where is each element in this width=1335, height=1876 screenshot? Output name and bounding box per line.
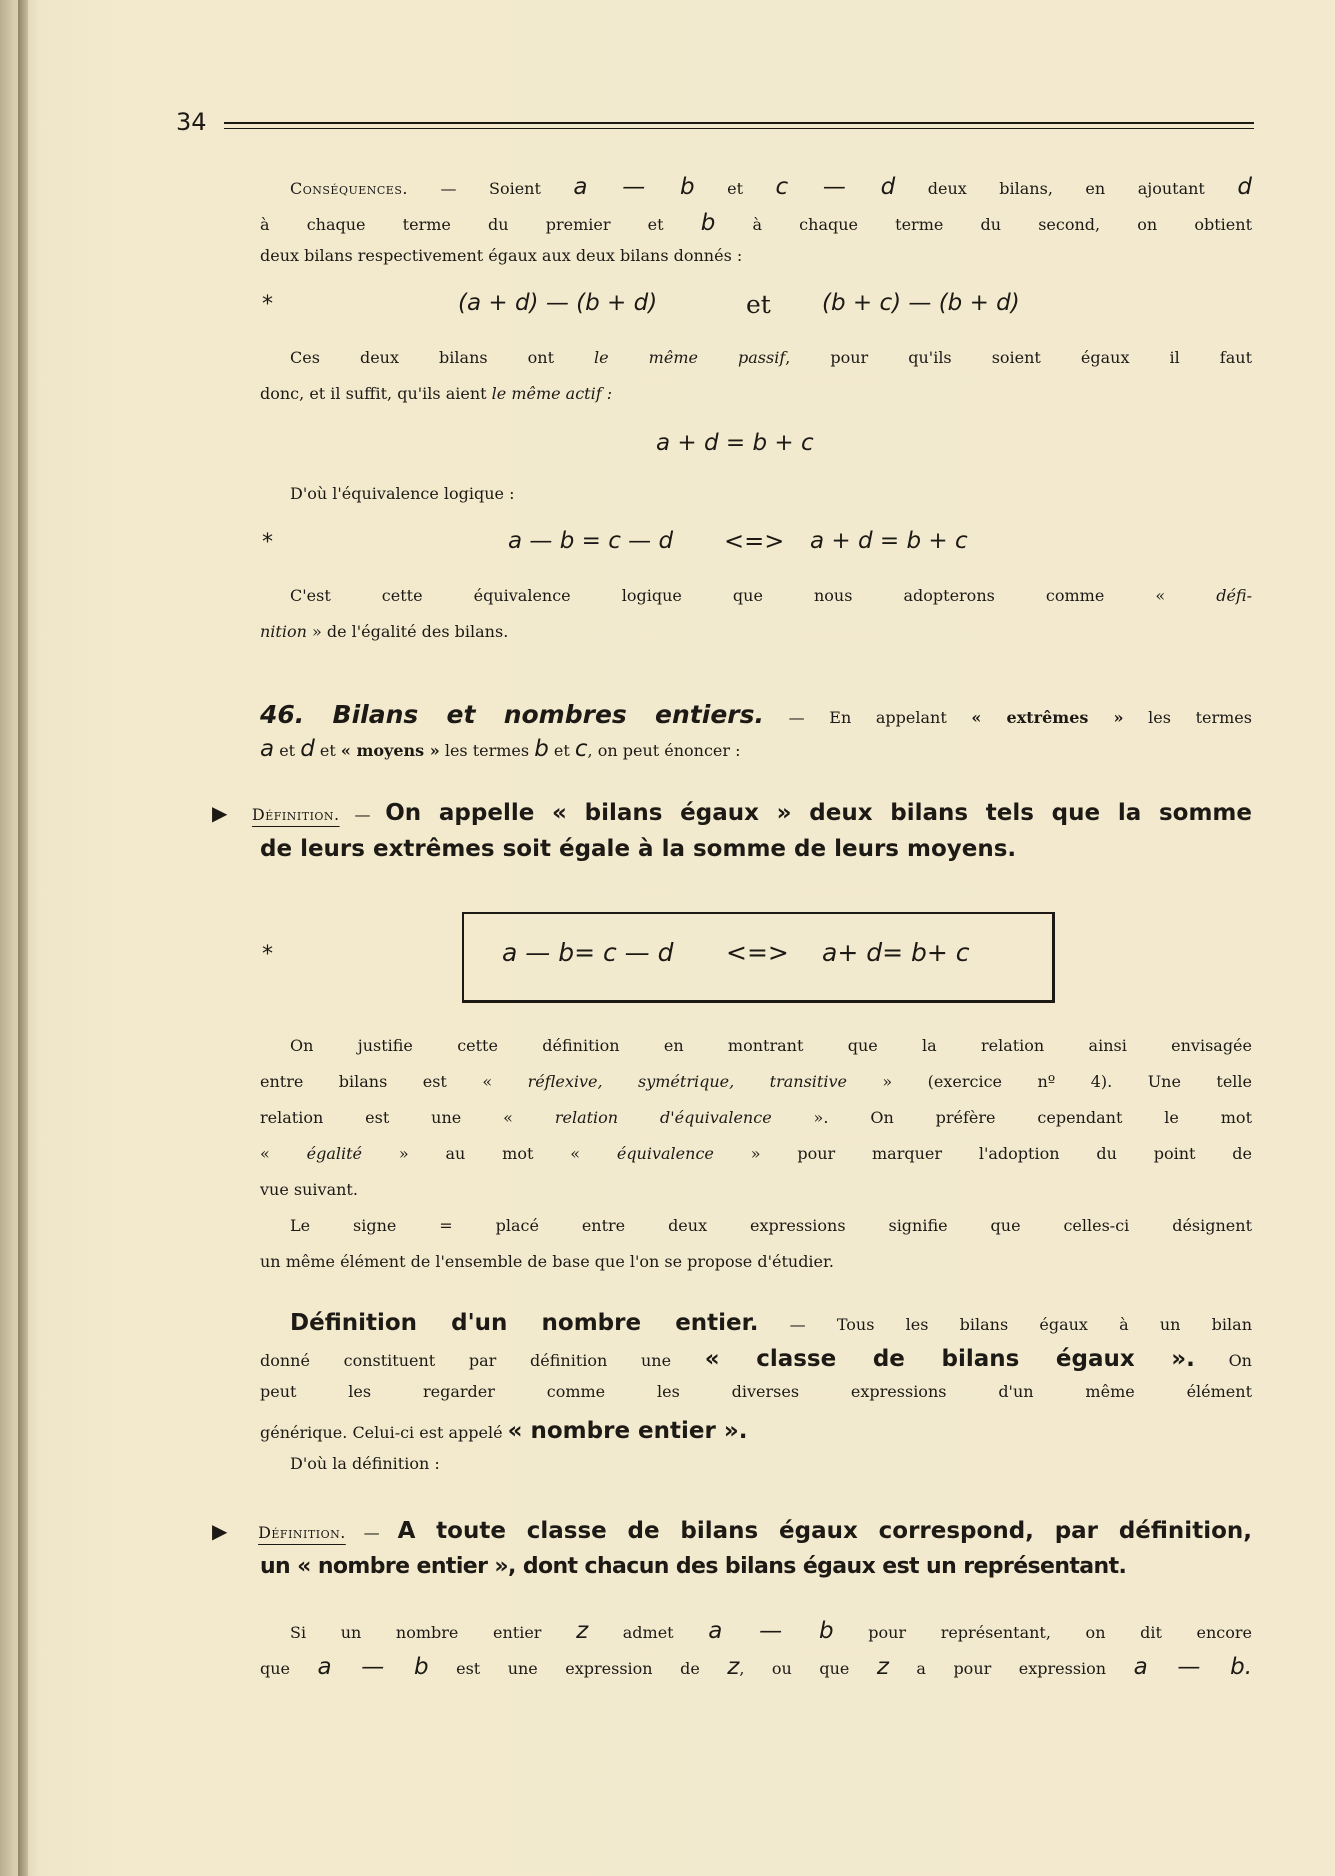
bold-text: de leurs extrêmes soit égale à la somme de leurs moyens. bbox=[260, 836, 1017, 862]
header-rule bbox=[224, 122, 1254, 124]
math: z bbox=[876, 1654, 889, 1680]
consequences-line-2 bbox=[260, 210, 1252, 236]
passif-line-2 bbox=[260, 384, 1252, 403]
entier-line-2 bbox=[260, 1346, 1252, 1372]
italic-text: nition bbox=[260, 622, 307, 641]
text: » (exercice nº 4). Une telle bbox=[846, 1072, 1253, 1091]
def-para-line-1 bbox=[260, 586, 1252, 605]
math: a — b bbox=[317, 1654, 429, 1680]
bold-text: « extrêmes » bbox=[971, 708, 1124, 727]
bold-text: Définition d'un nombre entier. bbox=[290, 1310, 759, 1336]
justify-line-4 bbox=[260, 1144, 1252, 1163]
star-marker: * bbox=[262, 530, 273, 555]
sign-line-2: un même élément de l'ensemble de base que l'on se propose d'étudier. bbox=[260, 1252, 834, 1271]
boxed-right: a+ d= b+ c bbox=[822, 938, 970, 967]
math: b bbox=[700, 210, 716, 236]
text: » de l'égalité des bilans. bbox=[306, 622, 509, 641]
text: » pour marquer l'adoption du point de bbox=[713, 1144, 1252, 1163]
text: , on peut énoncer : bbox=[587, 741, 741, 760]
entier-line-1 bbox=[260, 1310, 1252, 1336]
text: — En appelant bbox=[763, 708, 972, 727]
section-46-line-2 bbox=[260, 736, 1252, 762]
boxed-formula bbox=[462, 912, 1055, 1003]
page-header bbox=[176, 108, 1254, 138]
boxed-left: a — b= c — d bbox=[502, 938, 674, 967]
italic-text: équivalence bbox=[616, 1144, 714, 1163]
math: b bbox=[534, 736, 549, 762]
definition-label: Définition. bbox=[258, 1523, 346, 1542]
text: les termes bbox=[1123, 708, 1252, 727]
math: d bbox=[300, 736, 315, 762]
bold-text: A toute classe de bilans égaux correspond, par définition, bbox=[397, 1518, 1252, 1544]
text: ». On préfère cependant le mot bbox=[771, 1108, 1252, 1127]
triangle-marker-icon: ▶ bbox=[212, 801, 238, 825]
text: les termes bbox=[439, 741, 535, 760]
text: que bbox=[260, 1659, 318, 1678]
italic-text: défi- bbox=[1216, 586, 1252, 605]
text: et bbox=[694, 179, 776, 198]
text: On bbox=[1194, 1351, 1252, 1370]
text: relation est une « bbox=[260, 1108, 555, 1127]
justify-line-3 bbox=[260, 1108, 1252, 1127]
text: deux bilans, en ajoutant bbox=[895, 179, 1238, 198]
boxed-arrow: <=> bbox=[726, 938, 789, 967]
consequences-line-1 bbox=[260, 174, 1252, 200]
text: Si un nombre entier bbox=[290, 1623, 577, 1642]
passif-line-1 bbox=[260, 348, 1252, 367]
italic-text: égalité bbox=[306, 1144, 363, 1163]
text: donné constituent par définition une bbox=[260, 1351, 705, 1370]
star-marker: * bbox=[262, 292, 273, 317]
math: c bbox=[574, 736, 588, 762]
text: C'est cette équivalence logique que nous adopterons comme « bbox=[290, 586, 1217, 605]
book-spine bbox=[18, 0, 28, 1876]
italic-text: le même actif : bbox=[491, 384, 613, 403]
text: et bbox=[274, 741, 301, 760]
formula-right: (b + c) — (b + d) bbox=[822, 290, 1020, 316]
consequences-lead: Conséquences. bbox=[290, 179, 408, 198]
bold-text: un « nombre entier », dont chacun des bilans égaux est un représentant. bbox=[260, 1554, 1127, 1579]
bold-text: On appelle « bilans égaux » deux bilans tels que la somme bbox=[385, 800, 1252, 826]
text: a pour expression bbox=[888, 1659, 1134, 1678]
header-rule-thin bbox=[224, 128, 1254, 129]
text: et bbox=[314, 741, 341, 760]
text: pour représentant, on dit encore bbox=[833, 1623, 1252, 1642]
definition-label: Définition. bbox=[251, 805, 340, 824]
math: a bbox=[260, 736, 275, 762]
text: à chaque terme du premier et bbox=[260, 215, 701, 234]
section-46-line-1 bbox=[260, 700, 1252, 729]
justify-line-2 bbox=[260, 1072, 1252, 1091]
definition-1-line-2 bbox=[260, 836, 1252, 862]
math: a — b bbox=[573, 174, 695, 200]
italic-text: le même passif bbox=[594, 348, 786, 367]
bold-text: « moyens » bbox=[340, 741, 440, 760]
final-line-1 bbox=[260, 1618, 1252, 1644]
def-para-line-2 bbox=[260, 622, 1252, 641]
entier-line-4 bbox=[260, 1418, 1252, 1444]
definition-2-line-1 bbox=[212, 1518, 1252, 1544]
math: z bbox=[727, 1654, 740, 1680]
math: a — b bbox=[708, 1618, 834, 1644]
text: et bbox=[548, 741, 575, 760]
entier-line-5: D'où la définition : bbox=[290, 1454, 440, 1473]
entier-line-3: peut les regarder comme les diverses expressions d'un même élément bbox=[260, 1382, 1252, 1401]
bold-text: « nombre entier ». bbox=[507, 1418, 748, 1444]
definition-1-line-1 bbox=[212, 800, 1252, 826]
consequences-line-3: deux bilans respectivement égaux aux deux bilans donnés : bbox=[260, 246, 743, 265]
text: est une expression de bbox=[428, 1659, 728, 1678]
text: « bbox=[260, 1144, 307, 1163]
math: a — b. bbox=[1133, 1654, 1253, 1680]
text: — Tous les bilans égaux à un bilan bbox=[758, 1315, 1253, 1334]
text: à chaque terme du second, on obtient bbox=[715, 215, 1252, 234]
final-line-2 bbox=[260, 1654, 1252, 1680]
text: admet bbox=[588, 1623, 709, 1642]
justify-line-5: vue suivant. bbox=[260, 1180, 358, 1199]
text: , ou que bbox=[739, 1659, 877, 1678]
sign-line-1: Le signe = placé entre deux expressions signifie que celles-ci désignent bbox=[290, 1216, 1252, 1235]
text: — Soient bbox=[440, 179, 574, 198]
equiv-intro: D'où l'équivalence logique : bbox=[290, 484, 515, 503]
equiv-right: a + d = b + c bbox=[810, 528, 968, 554]
justify-line-1: On justifie cette définition en montrant que la relation ainsi envisagée bbox=[290, 1036, 1252, 1055]
triangle-marker-icon: ▶ bbox=[212, 1519, 241, 1543]
formula-sum: a + d = b + c bbox=[656, 430, 814, 456]
definition-2-line-2 bbox=[260, 1554, 1252, 1579]
text: , pour qu'ils soient égaux il faut bbox=[785, 348, 1253, 367]
formula-left: (a + d) — (b + d) bbox=[458, 290, 658, 316]
text: donc, et il suffit, qu'ils aient bbox=[260, 384, 492, 403]
text: générique. Celui-ci est appelé bbox=[260, 1423, 508, 1442]
formula-and: et bbox=[746, 290, 771, 319]
math: c — d bbox=[775, 174, 896, 200]
math: z bbox=[576, 1618, 589, 1644]
text: — bbox=[339, 805, 386, 824]
text: » au mot « bbox=[362, 1144, 617, 1163]
section-title: 46. Bilans et nombres entiers. bbox=[260, 700, 764, 729]
italic-text: réflexive, symétrique, transitive bbox=[527, 1072, 847, 1091]
math: d bbox=[1237, 174, 1252, 200]
star-marker: * bbox=[262, 942, 273, 967]
page-number: 34 bbox=[176, 108, 207, 136]
equiv-left: a — b = c — d bbox=[508, 528, 674, 554]
equiv-arrow: <=> bbox=[724, 527, 785, 555]
italic-text: relation d'équivalence bbox=[554, 1108, 772, 1127]
text: — bbox=[345, 1523, 398, 1542]
text: Ces deux bilans ont bbox=[290, 348, 595, 367]
text: entre bilans est « bbox=[260, 1072, 528, 1091]
bold-text: « classe de bilans égaux ». bbox=[704, 1346, 1195, 1372]
